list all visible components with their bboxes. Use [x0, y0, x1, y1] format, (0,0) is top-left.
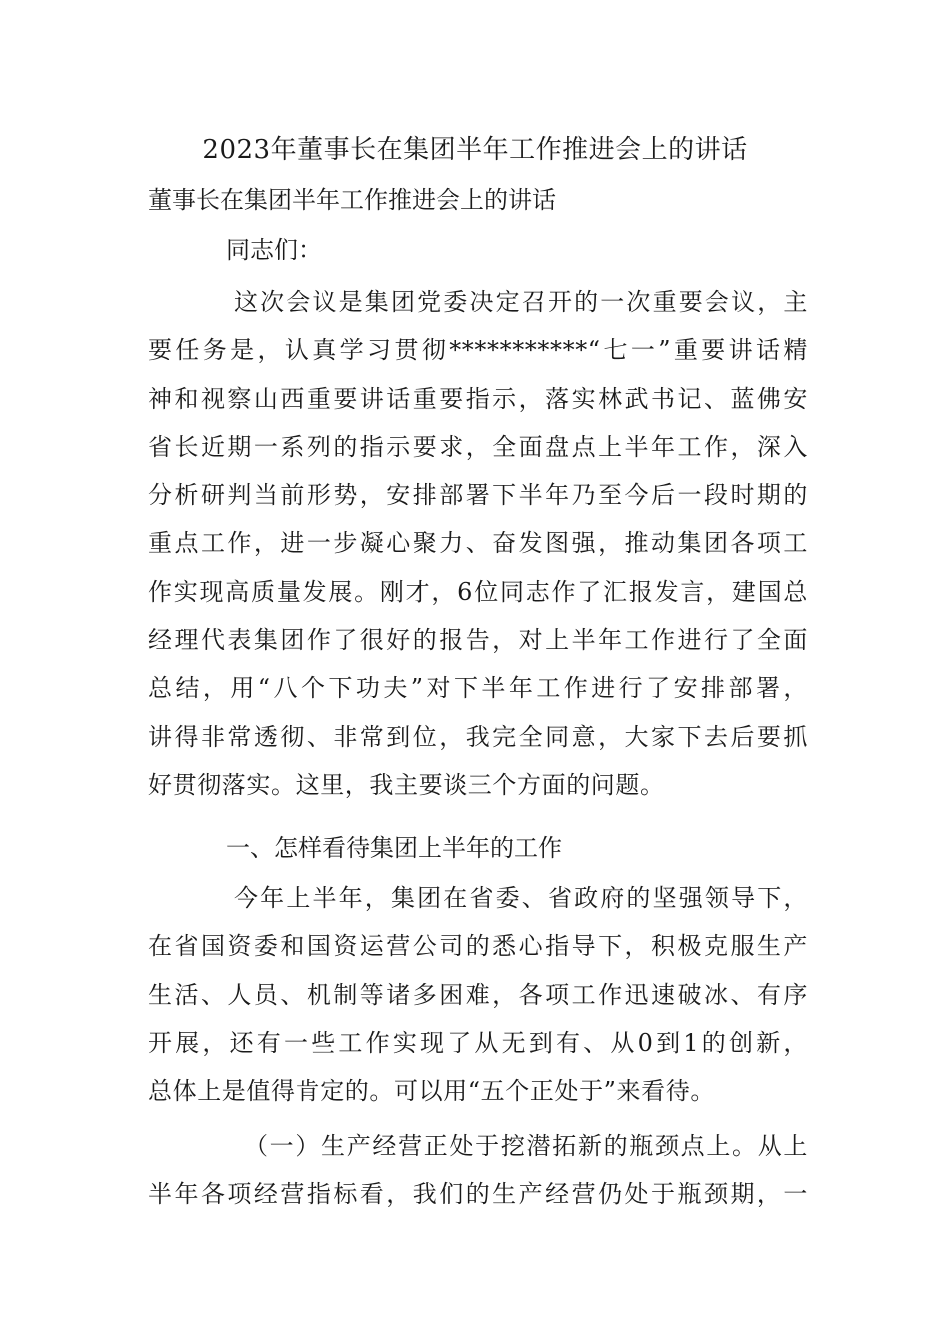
paragraph-line: 神和视察山西重要讲话重要指示，落实林武书记、蓝佛安: [148, 384, 808, 413]
paragraph-line: 在省国资委和国资运营公司的悉心指导下，积极克服生产: [148, 932, 808, 961]
paragraph-line: 省长近期一系列的指示要求，全面盘点上半年工作，深入: [148, 432, 808, 461]
greeting: 同志们：: [226, 236, 322, 264]
paragraph-1: [148, 278, 808, 809]
paragraph-3: [148, 1122, 808, 1219]
paragraph-line: 生活、人员、机制等诸多困难，各项工作迅速破冰、有序: [148, 980, 808, 1009]
paragraph-line: 作实现高质量发展。刚才，6位同志作了汇报发言，建国总: [148, 577, 808, 606]
paragraph-line: 半年各项经营指标看，我们的生产经营仍处于瓶颈期，一: [148, 1180, 808, 1209]
paragraph-line: 经理代表集团作了很好的报告，对上半年工作进行了全面: [148, 626, 808, 655]
paragraph-line: 要任务是，认真学习贯彻***********“七一”重要讲话精: [148, 336, 808, 365]
paragraph-line: 讲得非常透彻、非常到位，我完全同意，大家下去后要抓: [148, 722, 808, 751]
section-heading-1: 一、怎样看待集团上半年的工作: [226, 834, 562, 862]
paragraph-line: 好贯彻落实。这里，我主要谈三个方面的问题。: [148, 770, 665, 799]
paragraph-line: （一）生产经营正处于挖潜拓新的瓶颈点上。从上: [244, 1132, 808, 1160]
paragraph-2: [148, 874, 808, 1115]
paragraph-line: 今年上半年，集团在省委、省政府的坚强领导下，: [234, 884, 808, 912]
paragraph-line: 重点工作，进一步凝心聚力、奋发图强，推动集团各项工: [148, 529, 808, 558]
paragraph-line: 开展，还有一些工作实现了从无到有、从0到1的创新，: [148, 1028, 808, 1057]
paragraph-line: 总体上是值得肯定的。可以用“五个正处于”来看待。: [148, 1077, 715, 1106]
document-title: 2023年董事长在集团半年工作推进会上的讲话: [202, 135, 748, 165]
paragraph-line: 这次会议是集团党委决定召开的一次重要会议，主: [234, 288, 808, 316]
paragraph-line: 总结，用“八个下功夫”对下半年工作进行了安排部署，: [148, 674, 808, 703]
paragraph-line: 分析研判当前形势，安排部署下半年乃至今后一段时期的: [148, 481, 808, 510]
document-subtitle: 董事长在集团半年工作推进会上的讲话: [148, 186, 556, 214]
